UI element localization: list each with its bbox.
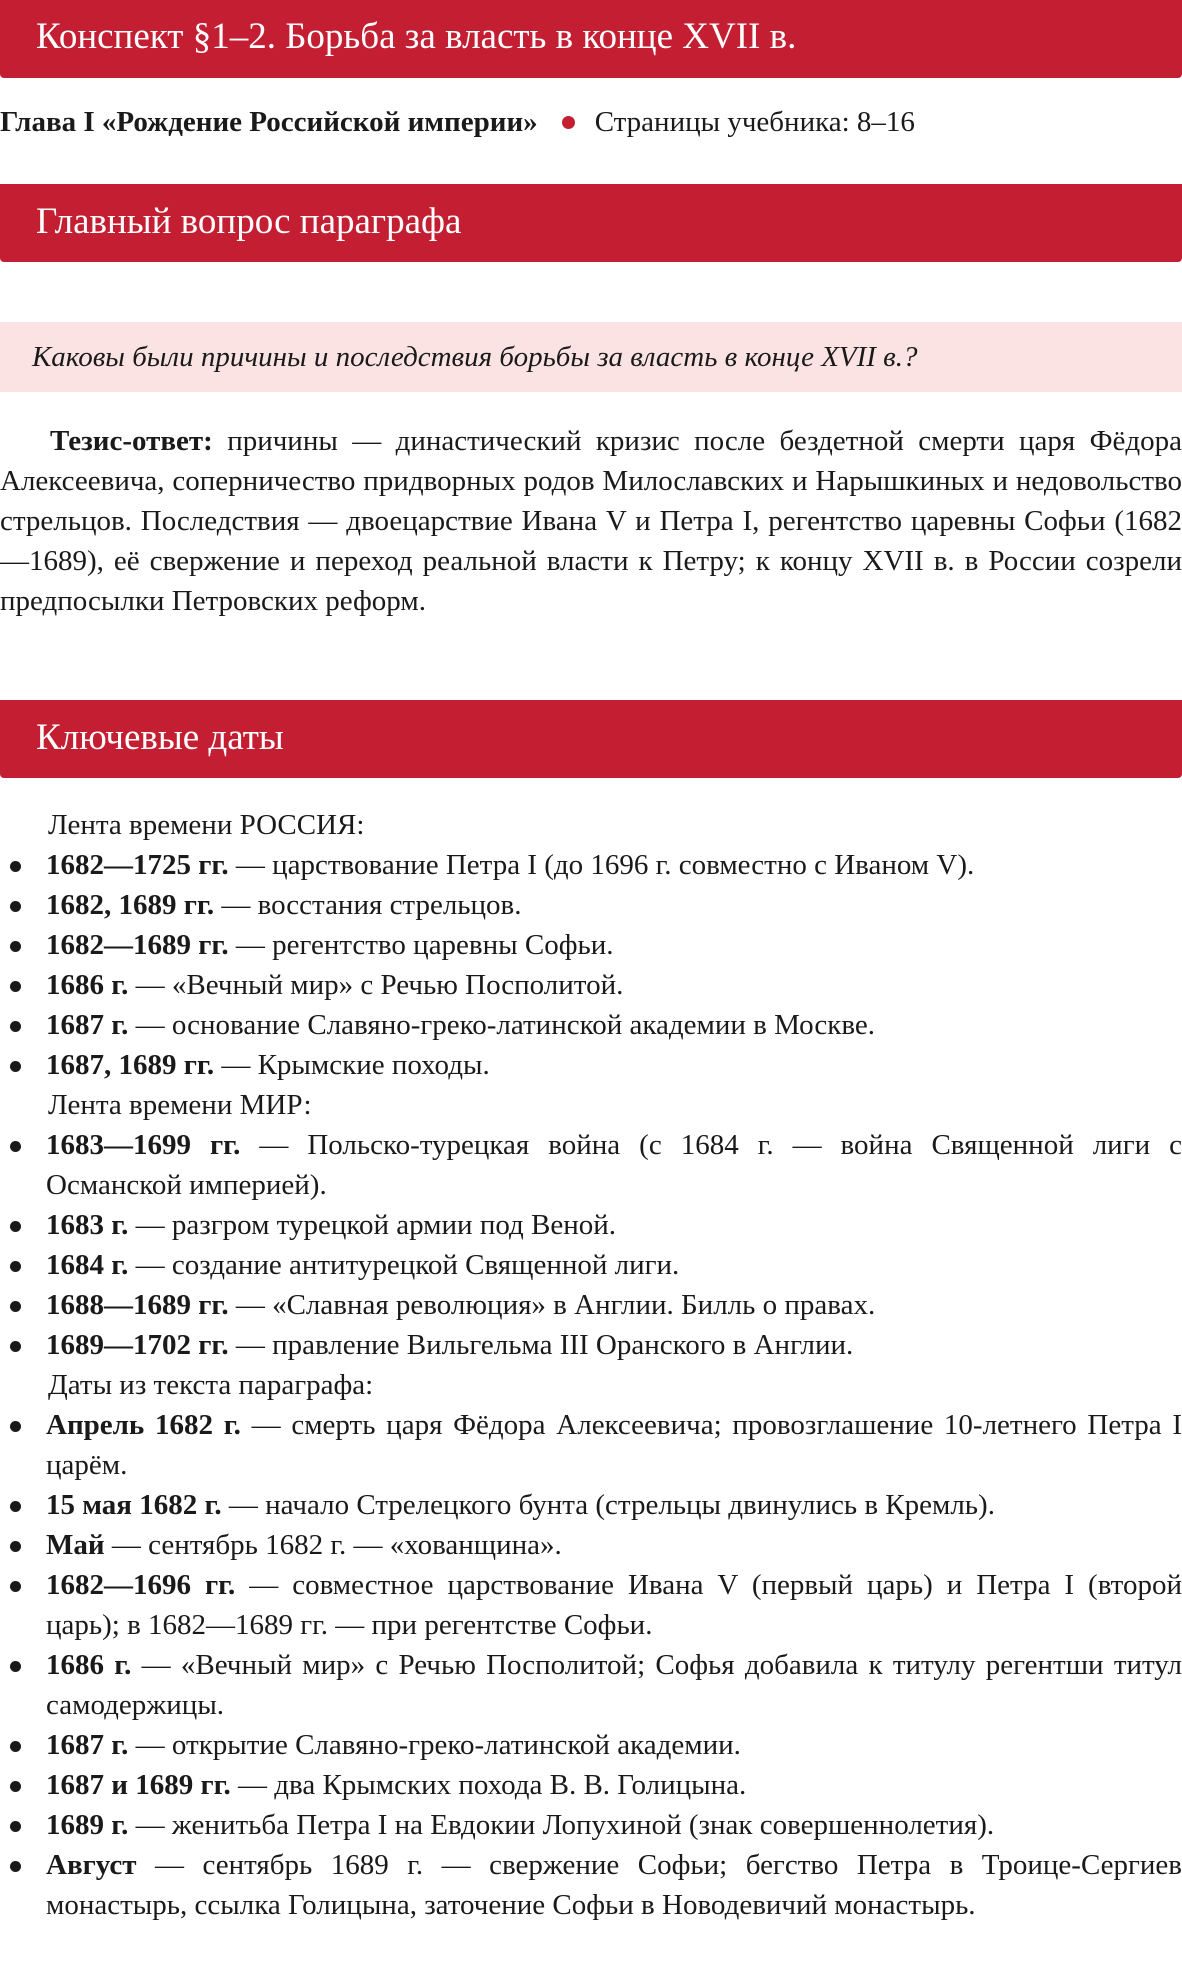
- date-label: 1684 г.: [46, 1249, 129, 1281]
- bullet-icon: [10, 1021, 21, 1032]
- date-list-item: [0, 1525, 1182, 1565]
- date-label: 1687 г.: [46, 1729, 129, 1761]
- main-question-text: Каковы были причины и последствия борьбы за власть в конце XVII в.?: [0, 322, 1182, 392]
- thesis-text: причины — династический кризис после бездетной смерти царя Фёдора Алексеевича, соперничество придворных родов Милославских и Нарышкиных и недовольство стрельцов. Последствия — двоецарствие Ивана V и Петра I, регентство царевны Софьи (1682—1689), её свержение и переход реальной власти к Петру; к концу XVII в. в России созрели предпосылки Петровских реформ.: [0, 425, 1182, 617]
- bullet-icon: [10, 941, 21, 952]
- date-list-item: [0, 845, 1182, 885]
- thesis-label: Тезис-ответ:: [50, 425, 213, 457]
- date-description: — Польско-турецкая война (с 1684 г. — война Священной лиги с Османской империей).: [46, 1129, 1182, 1201]
- date-label: 1682—1725 гг.: [46, 849, 229, 881]
- date-description: — разгром турецкой армии под Веной.: [128, 1209, 617, 1241]
- date-list-item: [0, 965, 1182, 1005]
- bullet-icon: [10, 1501, 21, 1512]
- date-description: — «Славная революция» в Англии. Билль о правах.: [228, 1289, 876, 1321]
- date-list-item: [0, 1285, 1182, 1325]
- date-description: — «Вечный мир» с Речью Посполитой; Софья добавила к титулу регентши титул самодержицы.: [46, 1649, 1182, 1721]
- chapter-meta: [0, 106, 915, 139]
- bullet-icon: [10, 1861, 21, 1872]
- date-description: — правление Вильгельма III Оранского в Англии.: [228, 1329, 854, 1361]
- timeline-world: [0, 1125, 1182, 1365]
- date-list-item: [0, 1645, 1182, 1725]
- date-description: — смерть царя Фёдора Алексеевича; провозглашение 10-летнего Петра I царём.: [46, 1409, 1182, 1481]
- date-label: Май: [46, 1529, 105, 1561]
- date-label: 1683 г.: [46, 1209, 129, 1241]
- date-label: 1689 г.: [46, 1809, 129, 1841]
- date-label: 1689—1702 гг.: [46, 1329, 229, 1361]
- bullet-dot-icon: [562, 116, 575, 129]
- date-list-item: [0, 885, 1182, 925]
- date-description: — основание Славяно-греко-латинской академии в Москве.: [128, 1009, 875, 1041]
- date-list-item: [0, 1125, 1182, 1205]
- date-label: Август: [46, 1849, 137, 1881]
- date-description: — Крымские походы.: [214, 1049, 490, 1081]
- date-list-item: [0, 1725, 1182, 1765]
- date-list-item: [0, 1765, 1182, 1805]
- date-list-item: [0, 1205, 1182, 1245]
- date-label: 1686 г.: [46, 969, 129, 1001]
- date-list-item: [0, 1845, 1182, 1925]
- date-list-item: [0, 1005, 1182, 1045]
- timeline-world-label: Лента времени МИР:: [48, 1089, 312, 1121]
- date-label: 1683—1699 гг.: [46, 1129, 241, 1161]
- bullet-icon: [10, 1821, 21, 1832]
- date-list-item: [0, 1325, 1182, 1365]
- main-question-heading: Главный вопрос параграфа: [0, 184, 1182, 262]
- date-label: 1686 г.: [46, 1649, 132, 1681]
- bullet-icon: [10, 1781, 21, 1792]
- text-dates-label: Даты из текста параграфа:: [48, 1369, 374, 1401]
- bullet-icon: [10, 1261, 21, 1272]
- date-label: 1682—1696 гг.: [46, 1569, 236, 1601]
- chapter-title: Глава I «Рождение Российской империи»: [0, 106, 538, 138]
- date-description: — начало Стрелецкого бунта (стрельцы двинулись в Кремль).: [221, 1489, 995, 1521]
- thesis-answer: [0, 421, 1182, 621]
- date-list-item: [0, 1805, 1182, 1845]
- date-description: — совместное царствование Ивана V (первый царь) и Петра I (второй царь); в 1682—1689 гг. — при регентстве Софьи.: [46, 1569, 1182, 1641]
- bullet-icon: [10, 1421, 21, 1432]
- date-description: — царствование Петра I (до 1696 г. совместно с Иваном V).: [228, 849, 975, 881]
- date-label: 1682, 1689 гг.: [46, 889, 215, 921]
- date-list-item: [0, 1565, 1182, 1645]
- date-description: — «Вечный мир» с Речью Посполитой.: [128, 969, 624, 1001]
- date-list-item: [0, 925, 1182, 965]
- page-title: Конспект §1–2. Борьба за власть в конце XVII в.: [0, 0, 1182, 78]
- date-description: — сентябрь 1682 г. — «хованщина».: [104, 1529, 562, 1561]
- date-label: 1687 г.: [46, 1009, 129, 1041]
- text-dates: [0, 1405, 1182, 1925]
- bullet-icon: [10, 1541, 21, 1552]
- bullet-icon: [10, 1061, 21, 1072]
- date-label: Апрель 1682 г.: [46, 1409, 241, 1441]
- date-label: 1687, 1689 гг.: [46, 1049, 215, 1081]
- date-list-item: [0, 1485, 1182, 1525]
- date-description: — сентябрь 1689 г. — свержение Софьи; бегство Петра в Троице-Сергиев монастырь, ссылка Голицына, заточение Софьи в Новодевичий монастырь.: [46, 1849, 1182, 1921]
- bullet-icon: [10, 1221, 21, 1232]
- bullet-icon: [10, 1141, 21, 1152]
- key-dates-list: [0, 805, 1182, 1925]
- date-description: — регентство царевны Софьи.: [228, 929, 614, 961]
- date-list-item: [0, 1045, 1182, 1085]
- bullet-icon: [10, 981, 21, 992]
- date-label: 15 мая 1682 г.: [46, 1489, 222, 1521]
- date-list-item: [0, 1245, 1182, 1285]
- date-label: 1688—1689 гг.: [46, 1289, 229, 1321]
- bullet-icon: [10, 1341, 21, 1352]
- date-description: — открытие Славяно-греко-латинской академии.: [128, 1729, 741, 1761]
- bullet-icon: [10, 901, 21, 912]
- bullet-icon: [10, 1741, 21, 1752]
- bullet-icon: [10, 861, 21, 872]
- date-label: 1682—1689 гг.: [46, 929, 229, 961]
- bullet-icon: [10, 1301, 21, 1312]
- date-list-item: [0, 1405, 1182, 1485]
- textbook-pages: Страницы учебника: 8–16: [594, 106, 915, 138]
- timeline-russia: [0, 845, 1182, 1085]
- key-dates-heading: Ключевые даты: [0, 700, 1182, 778]
- date-description: — два Крымских похода В. В. Голицына.: [230, 1769, 747, 1801]
- bullet-icon: [10, 1661, 21, 1672]
- date-description: — восстания стрельцов.: [214, 889, 522, 921]
- timeline-russia-label: Лента времени РОССИЯ:: [48, 809, 365, 841]
- date-label: 1687 и 1689 гг.: [46, 1769, 231, 1801]
- bullet-icon: [10, 1581, 21, 1592]
- date-description: — создание антитурецкой Священной лиги.: [128, 1249, 680, 1281]
- date-description: — женитьба Петра I на Евдокии Лопухиной (знак совершеннолетия).: [128, 1809, 995, 1841]
